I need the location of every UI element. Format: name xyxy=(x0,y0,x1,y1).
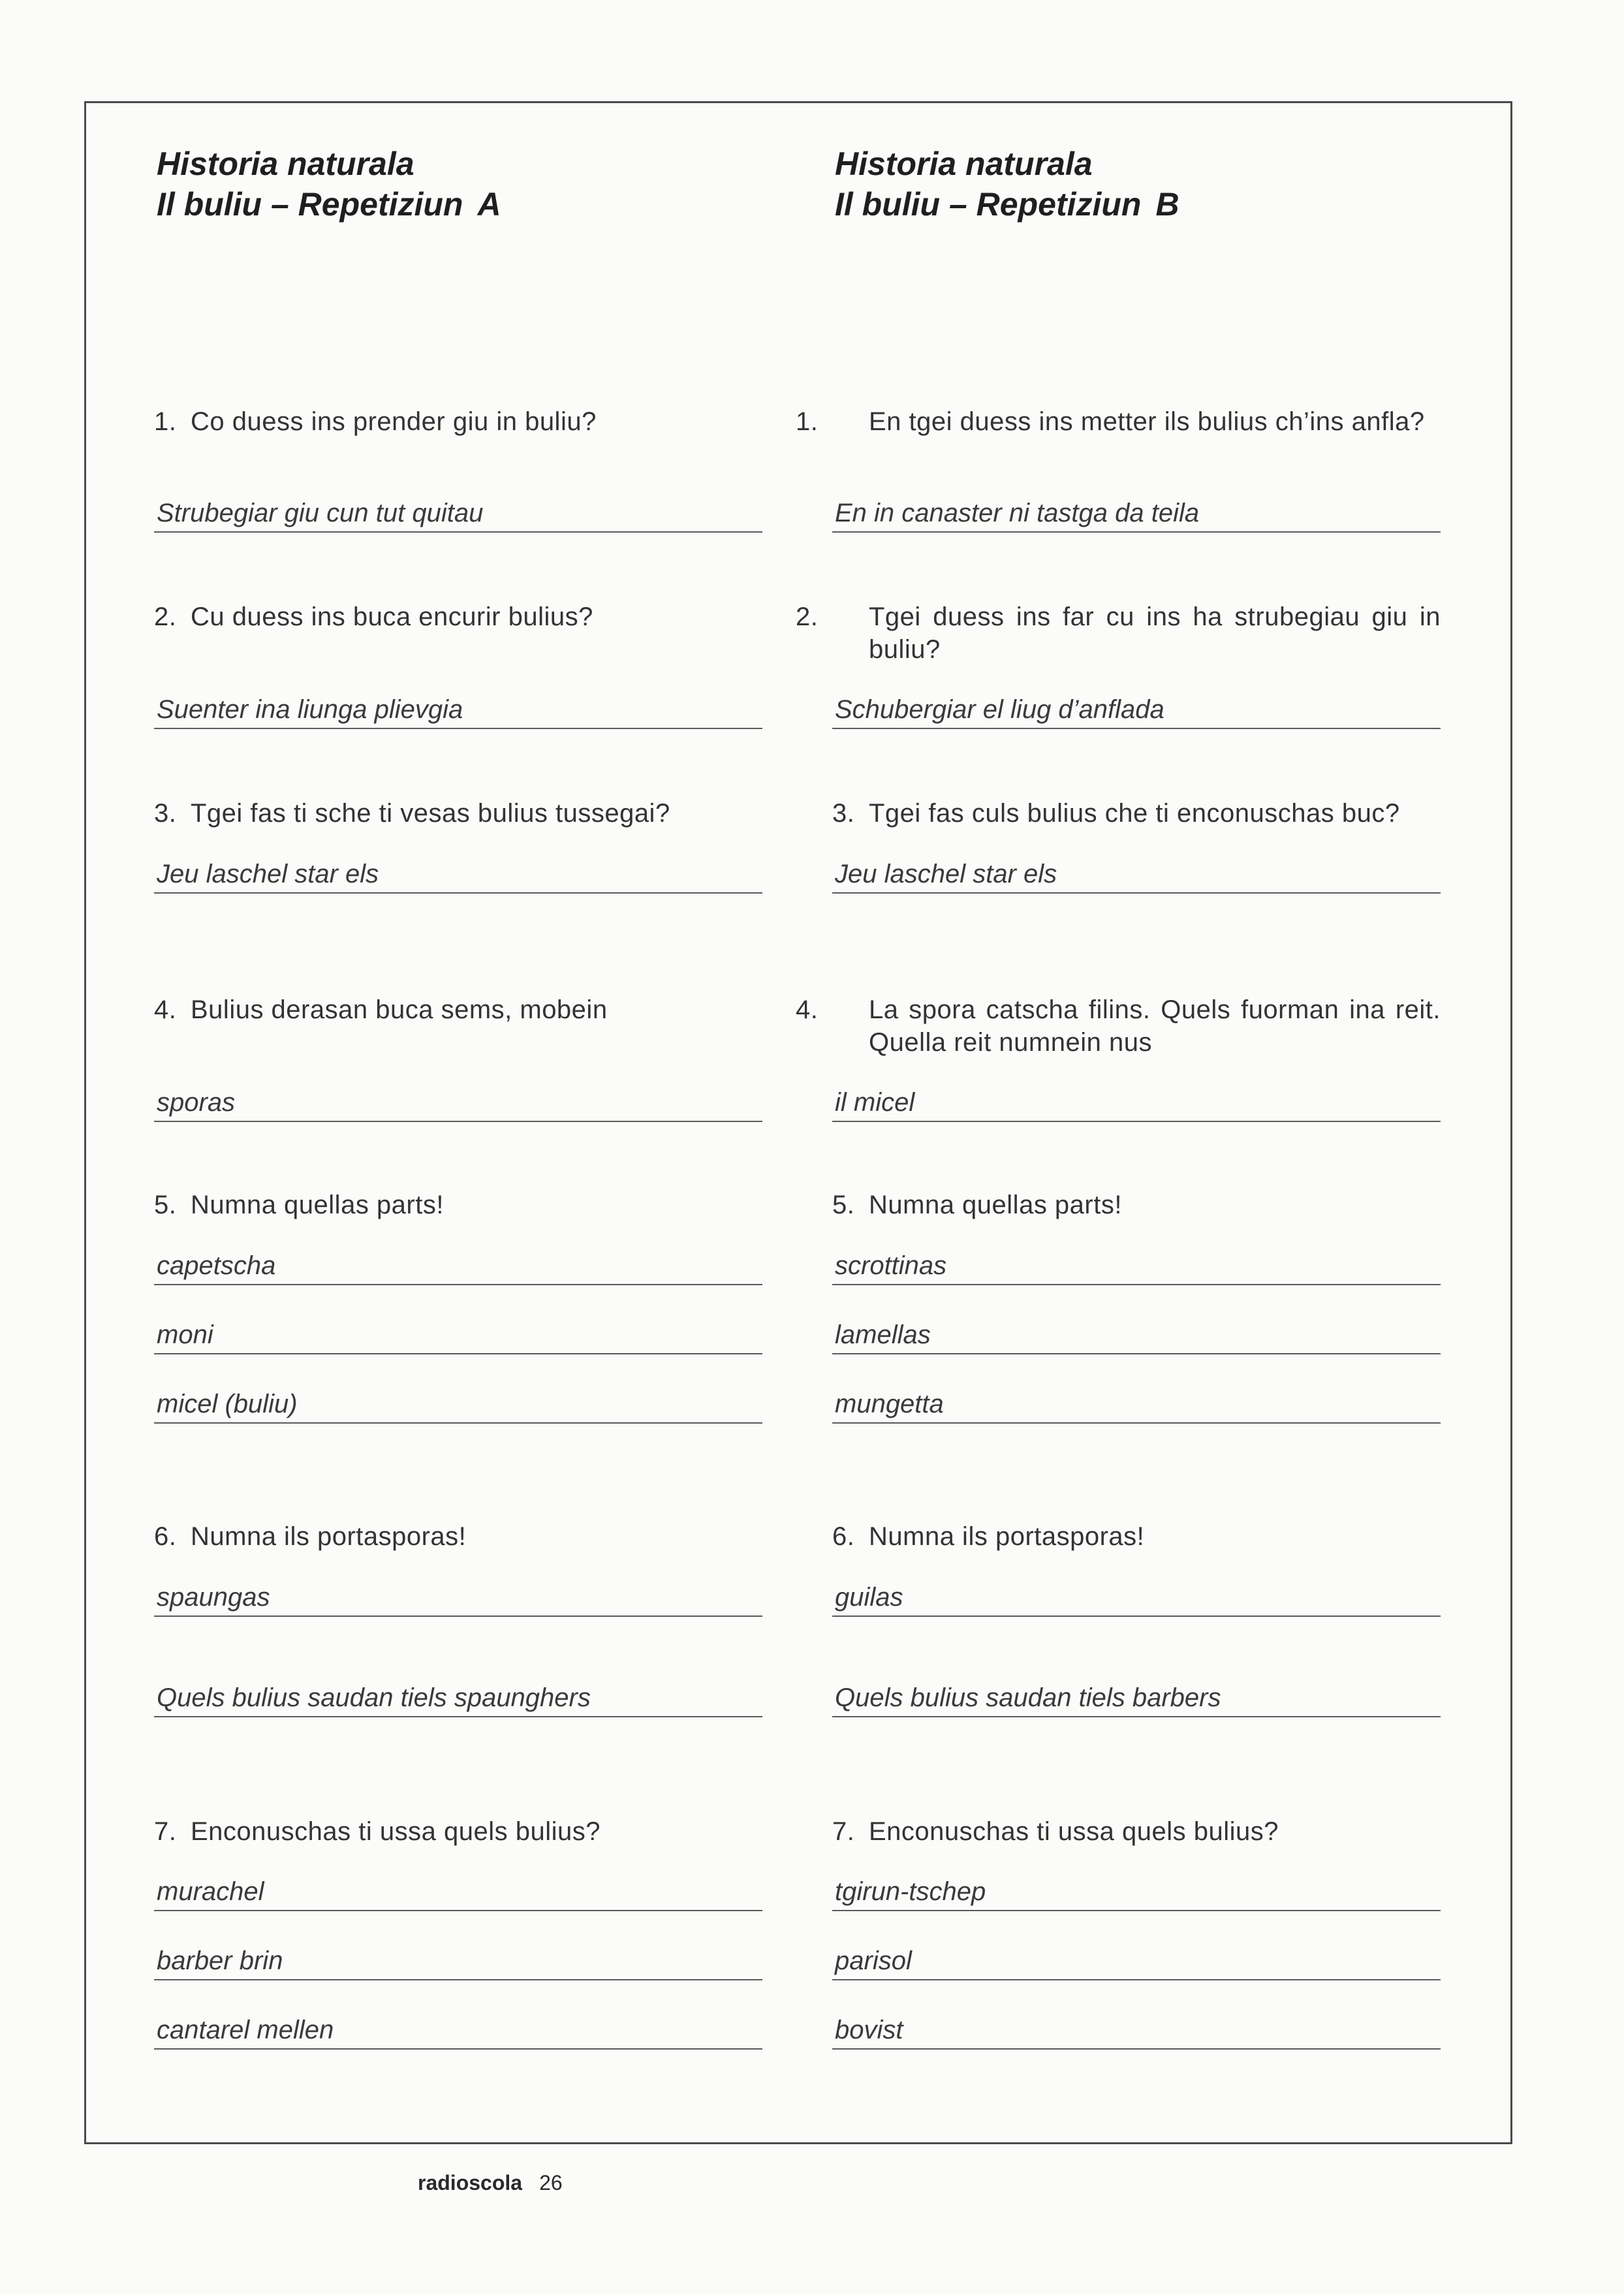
question-text: Co duess ins prender giu in buliu? xyxy=(191,407,597,436)
question-4 xyxy=(796,993,1441,1059)
question-text: Cu duess ins buca encurir bulius? xyxy=(191,602,593,631)
question-6 xyxy=(154,1520,762,1553)
question-3 xyxy=(832,797,1441,830)
column-a xyxy=(154,103,762,2142)
heading-topic xyxy=(157,184,501,225)
question-5 xyxy=(832,1189,1441,1221)
column-b xyxy=(796,103,1441,2142)
question-number: 6. xyxy=(832,1522,855,1551)
question-2 xyxy=(154,601,762,633)
answer-field[interactable]: En in canaster ni tastga da teila xyxy=(832,496,1441,533)
answer-field[interactable]: lamellas xyxy=(832,1318,1441,1354)
question-1 xyxy=(796,405,1441,438)
answer-field[interactable]: bovist xyxy=(832,2013,1441,2050)
question-text: Enconuschas ti ussa quels bulius? xyxy=(869,1817,1279,1846)
answer-field[interactable]: spaungas xyxy=(154,1580,762,1617)
publication-name: radioscola xyxy=(418,2171,523,2194)
question-text: Enconuschas ti ussa quels bulius? xyxy=(191,1817,601,1846)
question-number: 7. xyxy=(154,1817,177,1846)
question-number: 1. xyxy=(796,407,819,436)
question-5 xyxy=(154,1189,762,1221)
question-text: Bulius derasan buca sems, mobein xyxy=(191,995,608,1024)
answer-field[interactable]: scrottinas xyxy=(832,1249,1441,1285)
answer-field[interactable]: mungetta xyxy=(832,1387,1441,1424)
answer-field[interactable]: Strubegiar giu cun tut quitau xyxy=(154,496,762,533)
question-text: Tgei duess ins far cu ins ha strubegiau giu in buliu? xyxy=(869,602,1441,664)
question-number: 1. xyxy=(154,407,177,436)
heading-subject: Historia naturala xyxy=(835,146,1093,182)
question-6 xyxy=(832,1520,1441,1553)
heading-version-letter: B xyxy=(1155,186,1179,223)
question-number: 7. xyxy=(832,1817,855,1846)
answer-field[interactable]: Jeu laschel star els xyxy=(154,857,762,894)
answer-field[interactable]: Quels bulius saudan tiels barbers xyxy=(832,1681,1441,1717)
question-number: 3. xyxy=(154,799,177,828)
question-number: 4. xyxy=(796,995,819,1024)
question-1 xyxy=(154,405,762,438)
heading-topic-text: Il buliu – Repetiziun xyxy=(835,186,1142,223)
question-text: Numna quellas parts! xyxy=(869,1191,1122,1219)
answer-field[interactable]: cantarel mellen xyxy=(154,2013,762,2050)
question-text: Numna ils portasporas! xyxy=(191,1522,467,1551)
answer-field[interactable]: il micel xyxy=(832,1085,1441,1122)
question-text: Tgei fas ti sche ti vesas bulius tussegai? xyxy=(191,799,670,828)
question-text: La spora catscha filins. Quels fuorman ina reit. Quella reit numnein nus xyxy=(869,995,1441,1057)
heading-version-letter: A xyxy=(477,186,501,223)
page-number: 26 xyxy=(539,2171,563,2194)
column-b-heading xyxy=(835,144,1179,225)
question-number: 2. xyxy=(796,602,819,631)
answer-field[interactable]: murachel xyxy=(154,1875,762,1911)
question-3 xyxy=(154,797,762,830)
answer-field[interactable]: Jeu laschel star els xyxy=(832,857,1441,894)
question-number: 6. xyxy=(154,1522,177,1551)
answer-field[interactable]: Quels bulius saudan tiels spaunghers xyxy=(154,1681,762,1717)
question-text: En tgei duess ins metter ils bulius ch’ins anfla? xyxy=(869,407,1425,436)
answer-field[interactable]: capetscha xyxy=(154,1249,762,1285)
question-number: 3. xyxy=(832,799,855,828)
heading-topic xyxy=(835,184,1179,225)
answer-field[interactable]: barber brin xyxy=(154,1944,762,1980)
answer-field[interactable]: micel (buliu) xyxy=(154,1387,762,1424)
question-text: Numna quellas parts! xyxy=(191,1191,444,1219)
answer-field[interactable]: guilas xyxy=(832,1580,1441,1617)
question-7 xyxy=(154,1815,762,1848)
question-number: 5. xyxy=(154,1191,177,1219)
answer-field[interactable]: parisol xyxy=(832,1944,1441,1980)
heading-subject: Historia naturala xyxy=(157,146,414,182)
question-number: 4. xyxy=(154,995,177,1024)
question-text: Numna ils portasporas! xyxy=(869,1522,1145,1551)
answer-field[interactable]: sporas xyxy=(154,1085,762,1122)
page-footer xyxy=(418,2171,563,2195)
question-4 xyxy=(154,993,762,1026)
question-number: 5. xyxy=(832,1191,855,1219)
question-2 xyxy=(796,601,1441,666)
answer-field[interactable]: Suenter ina liunga plievgia xyxy=(154,693,762,729)
answer-field[interactable]: Schubergiar el liug d’anflada xyxy=(832,693,1441,729)
column-a-heading xyxy=(157,144,501,225)
answer-field[interactable]: moni xyxy=(154,1318,762,1354)
question-7 xyxy=(832,1815,1441,1848)
question-text: Tgei fas culs bulius che ti enconuschas buc? xyxy=(869,799,1400,828)
question-number: 2. xyxy=(154,602,177,631)
heading-topic-text: Il buliu – Repetiziun xyxy=(157,186,463,223)
worksheet-frame xyxy=(84,101,1512,2144)
answer-field[interactable]: tgirun-tschep xyxy=(832,1875,1441,1911)
